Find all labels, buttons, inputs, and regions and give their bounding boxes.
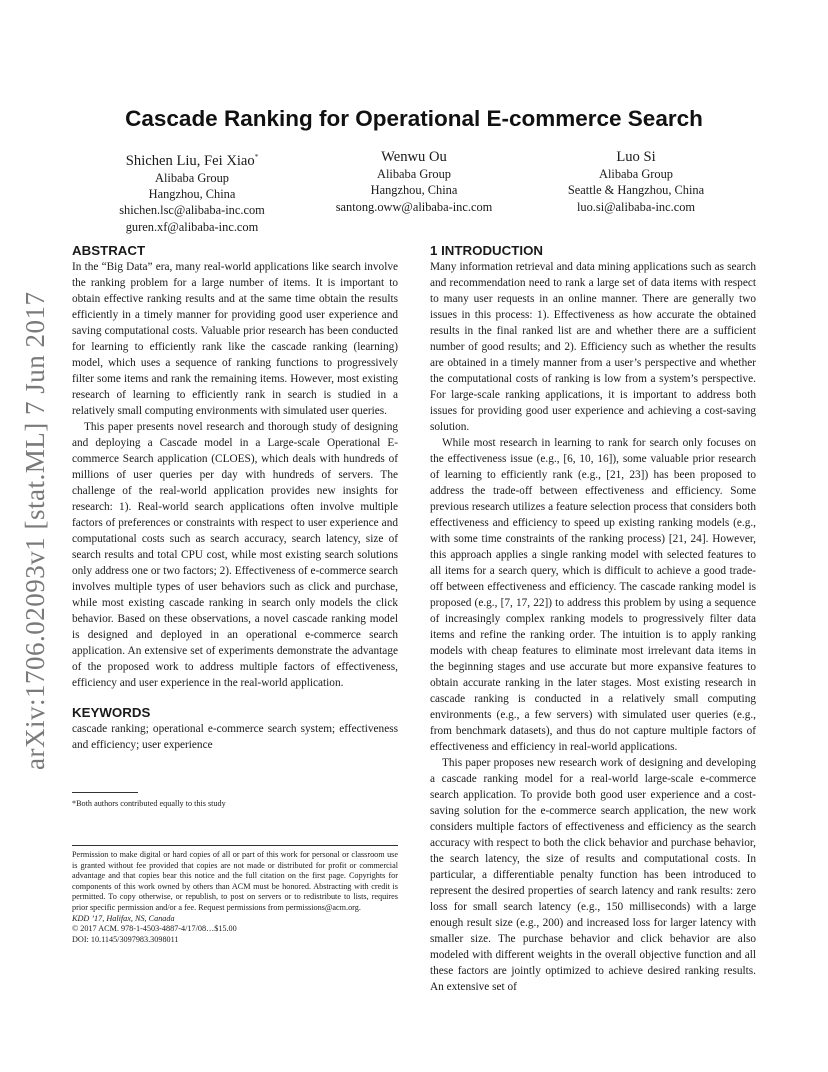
author-affiliation: Alibaba Group [377,167,451,181]
permission-block [72,850,398,945]
paper-title: Cascade Ranking for Operational E-commerce Search [125,106,703,131]
introduction-heading: 1 INTRODUCTION [430,243,544,258]
permission-rule [72,845,398,846]
footnote: *Both authors contributed equally to this study [72,799,226,808]
abstract-paragraph: In the “Big Data” era, many real-world applications like search involve the ranking problem for a large number of items. It is important to obtain effective ranking results and at the same time obtain the results efficiently in a timely manner for providing good user experience and saving computational costs. Valuable prior research has been conducted for learning to efficiently rank like the cascade ranking (learning) model, which uses a sequence of ranking functions to progressively filter some items and rank the remaining items. However, most existing research of learning to efficiently rank in search is studied in a relatively small computing environments with simulated user queries. [72,261,398,417]
author-block [0,148,828,238]
right-column [430,243,756,995]
author-affiliation: Alibaba Group [599,167,673,181]
author-location: Hangzhou, China [370,183,458,198]
author-location: Hangzhou, China [148,187,236,202]
author-email: shichen.lsc@alibaba-inc.com [119,203,265,218]
author-email: santong.oww@alibaba-inc.com [335,199,493,214]
arxiv-identifier: arXiv:1706.02093v1 [stat.ML] 7 Jun 2017 [20,291,50,770]
author-1 [72,148,312,235]
author-name: Shichen Liu, Fei Xiao [125,152,255,169]
permission-text: Permission to make digital or hard copies of all or part of this work for personal or classroom use is granted without fee provided that copies are not made or distributed for profit or commercial advantage and that copies bear this notice and the full citation on the first page. Copyrights for components of this work owned by others than ACM must be honored. Abstracting with credit is permitted. To copy otherwise, or republish, to post on servers or to redistribute to lists, requires prior specific permission and/or a fee. Request permissions from permissions@acm.org. [72,850,398,912]
copyright-line: © 2017 ACM. 978-1-4503-4887-4/17/08…$15.00 [72,924,237,934]
author-name: Luo Si [616,149,656,165]
doi-line: DOI: 10.1145/3097983.3098011 [72,934,179,944]
author-name: Wenwu Ou [381,149,447,165]
left-column [72,243,398,753]
author-3 [516,148,756,215]
author-2 [294,148,534,215]
intro-paragraph: Many information retrieval and data mining applications such as search and recommendation need to rank a large set of data items with respect to many user requests in an online manner. There are generally two issues in this process: 1). Effectiveness as how accurate the obtained results in the final ranked list are and whether there are a sufficient number of good results; and 2). Efficiency such as whether the results are obtained in a timely manner from a user’s perspective and whether the computational costs of ranking is low from a system’s perspective. For large-scale ranking applications, it is important to address both issues for providing good user experience and achieving a cost-saving solution. [430,261,756,433]
author-location: Seattle & Hangzhou, China [567,183,705,198]
conference-venue: KDD ’17, Halifax, NS, Canada [72,913,175,923]
keywords-text: cascade ranking; operational e-commerce search system; effectiveness and efficiency; user experience [72,723,398,751]
author-affiliation: Alibaba Group [155,170,229,185]
equal-contribution-mark: * [254,153,259,161]
intro-paragraph: This paper proposes new research work of designing and developing a cascade ranking model for a real-world large-scale e-commerce search application. To provide both good user experience and a cost-saving solution for the e-commerce search application, the new work considers multiple factors of effectiveness and efficiency as the search accuracy with respect to both the click behavior and purchase behavior, the search latency, the size of results and computational costs. In particular, a differentiable penalty function has been introduced to represent the desired properties of search latency and rank results: zero loss for small search latency (e.g., 150 milliseconds) with a large enough result size (e.g., 200) and increased loss for larger latency with smaller size. The purchase behavior and click behavior are also modeled with different weights in the overall objective function and all these factors are jointly optimized to achieve desired ranking results. An extensive set of [430,757,756,993]
abstract-paragraph: This paper presents novel research and thorough study of designing and deploying a Cascade model in a Large-scale Operational E-commerce Search application (CLOES), which deals with hundreds of millions of user queries per day with hundreds of servers. The challenge of the real-world application provides new insights for research: 1). Real-world search applications often involve multiple factors of preferences or constraints with respect to user experience and computational costs such as search accuracy, search latency, size of search results and total CPU cost, while most existing search solutions only address one or two factors; 2). Effectiveness of e-commerce search involves multiple types of user behaviors such as click and purchase, while most existing cascade ranking in search only models the click behavior. Based on these observations, a novel cascade ranking model is designed and deployed in an operational e-commerce search application. An extensive set of experiments demonstrate the advantage of the proposed work to address multiple factors of effectiveness, efficiency and user experience in the real-world application. [72,421,398,689]
author-email: luo.si@alibaba-inc.com [576,199,696,214]
keywords-heading: KEYWORDS [72,705,151,720]
author-email: guren.xf@alibaba-inc.com [125,219,259,234]
abstract-heading: ABSTRACT [72,243,146,258]
intro-paragraph: While most research in learning to rank for search only focuses on the effectiveness issue (e.g., [6, 10, 16]), some valuable prior research of learning to efficiently rank (e.g., [21, 23]) has been proposed to address the trade-off between effectiveness and efficiency. Some previous research utilizes a feature selection process that considers both effectiveness and efficiency to speed up existing ranking models (e.g., with some time constraints of the ranking process) [21, 24]. However, this approach applies a single ranking model with selected features to all items for a search query, which is difficult to achieve a good trade-off between effectiveness and efficiency. The cascade ranking model is proposed (e.g., [7, 17, 22]) to address this problem by using a sequence of increasingly complex ranking models to progressively filter data items and refine the ranking order. The intuition is to apply ranking models with cheap features to eliminate most irrelevant data items in the beginning stages and use accurate but more expansive features to obtain accurate ranking in the later stages. Most existing research in cascade ranking is conducted in a relatively small computing environments (e.g., a few servers) with simulated user queries (e.g., from benchmark datasets), and thus do not capture multiple factors of effectiveness and efficiency in real-world applications. [430,437,756,753]
footnote-rule [72,792,138,793]
